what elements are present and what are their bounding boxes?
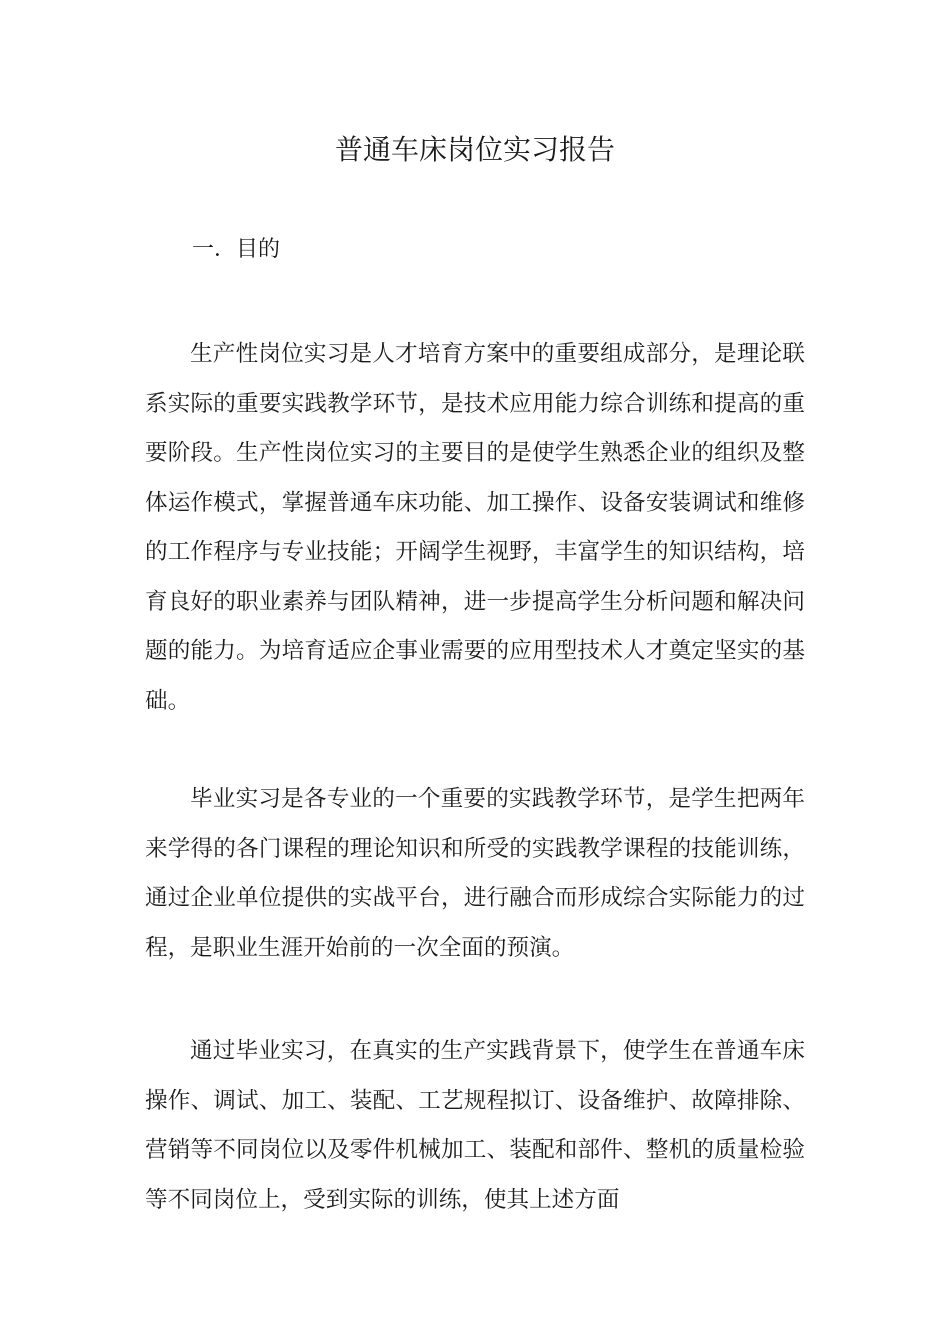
paragraph-2: 毕业实习是各专业的一个重要的实践教学环节，是学生把两年来学得的各门课程的理论知识和所受的实践教学课程的技能训练，通过企业单位提供的实战平台，进行融合而形成综合实际能力的过程，是职业生涯开始前的一次全面的预演。 bbox=[145, 786, 805, 961]
document-title: 普通车床岗位实习报告 bbox=[334, 133, 615, 166]
section-heading-purpose: 一．目的 bbox=[192, 237, 281, 262]
paragraph-3: 通过毕业实习，在真实的生产实践背景下，使学生在普通车床操作、调试、加工、装配、工艺规程拟订、设备维护、故障排除、营销等不同岗位以及零件机械加工、装配和部件、整机的质量检验等不同岗位上，受到实际的训练，使其上述方面 bbox=[145, 1038, 805, 1213]
paragraph-1: 生产性岗位实习是人才培育方案中的重要组成部分，是理论联系实际的重要实践教学环节，是技术应用能力综合训练和提高的重要阶段。生产性岗位实习的主要目的是使学生熟悉企业的组织及整体运作模式，掌握普通车床功能、加工操作、设备安装调试和维修的工作程序与专业技能；开阔学生视野，丰富学生的知识结构，培育良好的职业素养与团队精神，进一步提高学生分析问题和解决问题的能力。为培育适应企事业需要的应用型技术人才奠定坚实的基础。 bbox=[145, 341, 805, 714]
